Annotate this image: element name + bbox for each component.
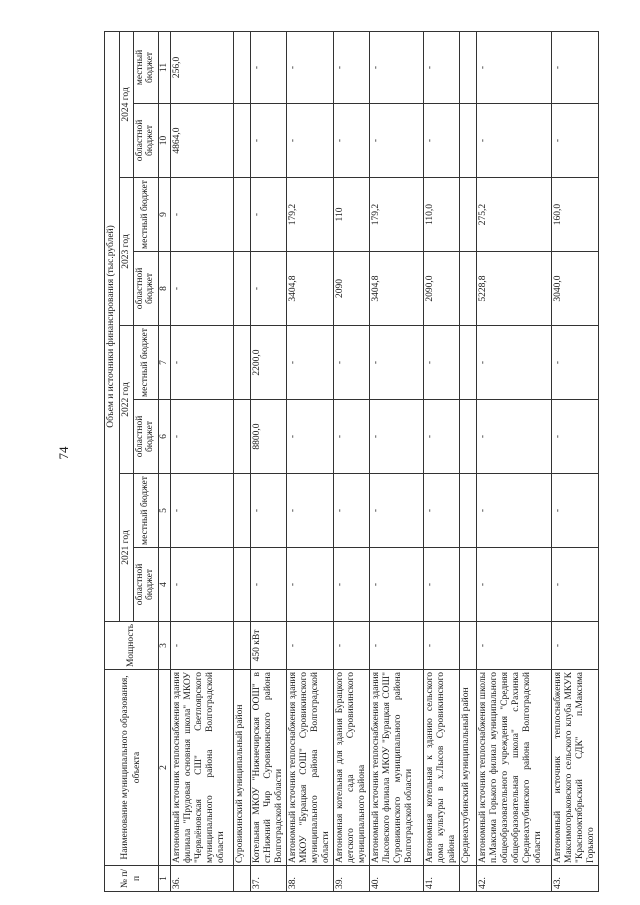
- value-cell: 3040,0: [552, 252, 599, 326]
- object-power: -: [552, 622, 599, 670]
- value-cell: -: [334, 31, 370, 103]
- value-cell: -: [477, 326, 552, 400]
- empty-cell: [460, 622, 477, 670]
- header-regional-budget: областной бюджет: [134, 104, 159, 178]
- table-row: [477, 31, 552, 891]
- header-no: № п/п: [105, 866, 159, 892]
- object-power: -: [287, 622, 334, 670]
- empty-cell: [460, 252, 477, 326]
- value-cell: -: [171, 326, 234, 400]
- header-local-budget: местный бюджет: [134, 178, 159, 252]
- value-cell: -: [477, 400, 552, 474]
- column-number: 3: [159, 622, 171, 670]
- value-cell: -: [334, 104, 370, 178]
- value-cell: -: [334, 326, 370, 400]
- value-cell: -: [552, 326, 599, 400]
- value-cell: -: [251, 104, 287, 178]
- value-cell: -: [552, 400, 599, 474]
- value-cell: -: [334, 400, 370, 474]
- header-regional-budget: областной бюджет: [134, 548, 159, 622]
- value-cell: -: [171, 400, 234, 474]
- object-name: Автономный источник теплоснабжения здания МКОУ "Бурацкая СОШ" Суровикинского муниципального района Волгоградской области: [287, 670, 334, 866]
- value-cell: 2200,0: [251, 326, 287, 400]
- object-power: 450 кВт: [251, 622, 287, 670]
- financing-table: [104, 31, 599, 892]
- value-cell: -: [251, 474, 287, 548]
- value-cell: 275,2: [477, 178, 552, 252]
- column-number: 8: [159, 252, 171, 326]
- value-cell: -: [552, 104, 599, 178]
- value-cell: -: [424, 400, 460, 474]
- column-number: 10: [159, 104, 171, 178]
- value-cell: -: [370, 31, 424, 103]
- section-row: [460, 31, 477, 891]
- object-power: -: [334, 622, 370, 670]
- empty-cell: [234, 326, 251, 400]
- header-year-2021: 2021 год: [120, 474, 134, 622]
- empty-cell: [460, 866, 477, 892]
- empty-cell: [460, 31, 477, 103]
- table-row: [424, 31, 460, 891]
- value-cell: -: [477, 31, 552, 103]
- table-row: [334, 31, 370, 891]
- value-cell: -: [477, 474, 552, 548]
- header-local-budget: местный бюджет: [134, 474, 159, 548]
- empty-cell: [234, 31, 251, 103]
- value-cell: -: [370, 104, 424, 178]
- header-year-2023: 2023 год: [120, 178, 134, 326]
- value-cell: 160,0: [552, 178, 599, 252]
- empty-cell: [460, 104, 477, 178]
- header-power: Мощность: [105, 622, 159, 670]
- value-cell: 4864,0: [171, 104, 234, 178]
- value-cell: -: [251, 548, 287, 622]
- value-cell: 8800,0: [251, 400, 287, 474]
- value-cell: 5228,8: [477, 252, 552, 326]
- value-cell: 2090: [334, 252, 370, 326]
- value-cell: -: [424, 548, 460, 622]
- empty-cell: [234, 622, 251, 670]
- document-sheet: [104, 32, 624, 892]
- page-number: 74: [56, 446, 71, 460]
- object-name: Автономная котельная для здания Бурацкого детского сада Суровикинского муниципального района: [334, 670, 370, 866]
- value-cell: -: [171, 548, 234, 622]
- header-regional-budget: областной бюджет: [134, 252, 159, 326]
- value-cell: -: [287, 474, 334, 548]
- object-name: Автономный источник теплоснабжения Максимогорьковского сельского клуба МКУК "Краснооктябрьский СДК" п.Максима Горького: [552, 670, 599, 866]
- value-cell: -: [251, 252, 287, 326]
- empty-cell: [460, 548, 477, 622]
- object-power: -: [171, 622, 234, 670]
- value-cell: 110: [334, 178, 370, 252]
- row-number: 38.: [287, 866, 334, 892]
- value-cell: -: [477, 104, 552, 178]
- empty-cell: [460, 326, 477, 400]
- header-name: Наименование муниципального образования, объекта: [105, 670, 159, 866]
- row-number: 43.: [552, 866, 599, 892]
- value-cell: 110,0: [424, 178, 460, 252]
- object-name: Автономный источник теплоснабжения здания филиала "Прудовая основная школа" МКОУ "Червлёновская СШ" Светлоярского муниципального района Волгоградской области: [171, 670, 234, 866]
- row-number: 36.: [171, 866, 234, 892]
- value-cell: -: [552, 474, 599, 548]
- column-number: 9: [159, 178, 171, 252]
- empty-cell: [234, 548, 251, 622]
- value-cell: 3404,8: [287, 252, 334, 326]
- row-number: 40.: [370, 866, 424, 892]
- empty-cell: [460, 400, 477, 474]
- value-cell: 3404,8: [370, 252, 424, 326]
- column-numbers-row: [159, 31, 171, 891]
- column-number: 5: [159, 474, 171, 548]
- header-local-budget: местный бюджет: [134, 31, 159, 103]
- section-row: [234, 31, 251, 891]
- object-name: Автономная котельная к зданию сельского дома культуры в х.Лысов Суровикинского района: [424, 670, 460, 866]
- empty-cell: [460, 178, 477, 252]
- row-number: 39.: [334, 866, 370, 892]
- column-number: 7: [159, 326, 171, 400]
- value-cell: 179,2: [370, 178, 424, 252]
- header-regional-budget: областной бюджет: [134, 400, 159, 474]
- value-cell: -: [370, 548, 424, 622]
- row-number: 37.: [251, 866, 287, 892]
- column-number: 11: [159, 31, 171, 103]
- value-cell: -: [424, 31, 460, 103]
- value-cell: -: [424, 474, 460, 548]
- value-cell: -: [370, 474, 424, 548]
- object-name: Автономный источник теплоснабжения школы п.Максима Горького филиал муниципального общеобразовательного учреждения "Средняя общеобразовательная школа" с.Рахинка Среднеахтубинского района Волгоградской области: [477, 670, 552, 866]
- row-number: 42.: [477, 866, 552, 892]
- empty-cell: [234, 400, 251, 474]
- value-cell: 179,2: [287, 178, 334, 252]
- value-cell: -: [251, 31, 287, 103]
- table-row: [287, 31, 334, 891]
- object-name: Автономный источник теплоснабжения здания Лысовского филиала МКОУ "Бурацкая СОШ" Суровикинского муниципального района Волгоградской области: [370, 670, 424, 866]
- value-cell: -: [477, 548, 552, 622]
- value-cell: -: [171, 178, 234, 252]
- value-cell: -: [370, 326, 424, 400]
- column-number: 2: [159, 670, 171, 866]
- value-cell: -: [424, 104, 460, 178]
- value-cell: 2090,0: [424, 252, 460, 326]
- value-cell: -: [424, 326, 460, 400]
- value-cell: -: [552, 548, 599, 622]
- header-finance: Объем и источники финансирования (тыс.рублей): [105, 31, 120, 621]
- value-cell: -: [334, 474, 370, 548]
- value-cell: -: [251, 178, 287, 252]
- section-title: Суровикинский муниципальный район: [234, 670, 251, 866]
- section-title: Среднеахтубинский муниципальный район: [460, 670, 477, 866]
- header-year-2022: 2022 год: [120, 326, 134, 474]
- value-cell: -: [287, 31, 334, 103]
- value-cell: -: [287, 326, 334, 400]
- value-cell: -: [334, 548, 370, 622]
- object-power: -: [477, 622, 552, 670]
- value-cell: -: [552, 31, 599, 103]
- value-cell: -: [171, 474, 234, 548]
- header-local-budget: местный бюджет: [134, 326, 159, 400]
- empty-cell: [460, 474, 477, 548]
- table-row: [251, 31, 287, 891]
- empty-cell: [234, 866, 251, 892]
- value-cell: -: [370, 400, 424, 474]
- table-row: [171, 31, 234, 891]
- object-power: -: [370, 622, 424, 670]
- column-number: 4: [159, 548, 171, 622]
- column-number: 6: [159, 400, 171, 474]
- table-row: [370, 31, 424, 891]
- value-cell: -: [287, 548, 334, 622]
- object-name: Котельная МКОУ "Нижнечирская ООШ" в ст.Нижний Чир Суровикинского района Волгоградской области: [251, 670, 287, 866]
- value-cell: 256,0: [171, 31, 234, 103]
- empty-cell: [234, 104, 251, 178]
- object-power: -: [424, 622, 460, 670]
- value-cell: -: [171, 252, 234, 326]
- column-number: 1: [159, 866, 171, 892]
- empty-cell: [234, 178, 251, 252]
- value-cell: -: [287, 104, 334, 178]
- header-year-2024: 2024 год: [120, 31, 134, 177]
- empty-cell: [234, 474, 251, 548]
- empty-cell: [234, 252, 251, 326]
- value-cell: -: [287, 400, 334, 474]
- table-row: [552, 31, 599, 891]
- row-number: 41.: [424, 866, 460, 892]
